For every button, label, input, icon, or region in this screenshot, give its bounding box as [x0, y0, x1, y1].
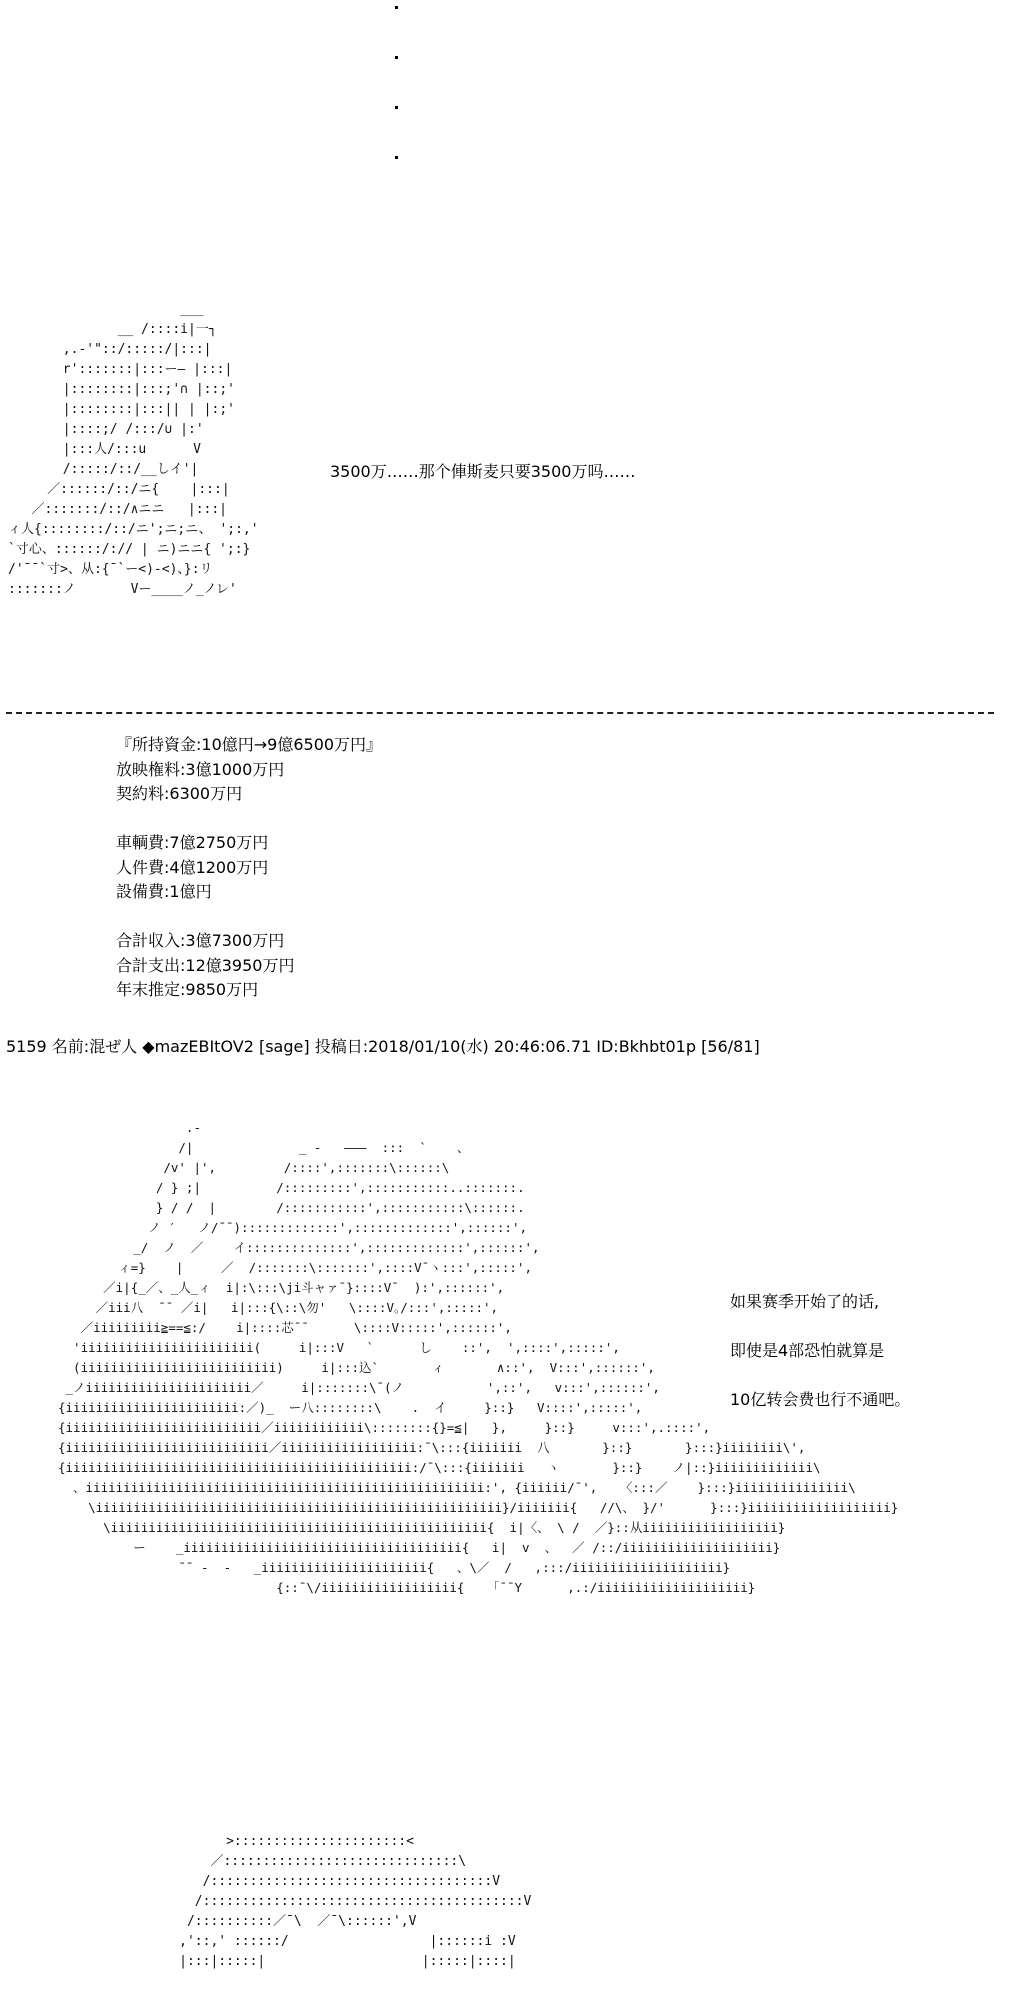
- dot: [395, 156, 398, 159]
- ellipsis-dots: [395, 6, 415, 206]
- stat-equipment-cost: 設備費:1億円: [116, 882, 212, 901]
- stat-funds: 『所持資金:10億円→9億6500万円』: [116, 735, 383, 754]
- speech-2-line-2: 即使是4部恐怕就算是: [730, 1341, 885, 1360]
- speech-2-line-3: 10亿转会费也行不通吧。: [730, 1390, 911, 1409]
- stat-year-end-estimate: 年末推定:9850万円: [116, 980, 259, 999]
- ascii-art-character-3: >::::::::::::::::::::::< ／::::::::::::::::::::::::::::::\ /::::::::::::::::::::::::::::::::::::V /:::::::::::::::::::::::::::::::::::::::::V /::::::::::／¯\ ／¯\::::::',V ,'::,' ::::::/ |::::::i :V |:::|:::::| |:::::|::::|: [179, 1834, 532, 1969]
- stat-total-income: 合計収入:3億7300万円: [116, 931, 285, 950]
- finance-stats: [116, 733, 382, 1003]
- dot: [395, 6, 398, 9]
- stat-broadcast-fee: 放映権料:3億1000万円: [116, 759, 285, 779]
- speech-block-2: [730, 1277, 910, 1424]
- stat-total-expense: 合計支出:12億3950万円: [116, 955, 295, 975]
- dashed-divider: [6, 712, 994, 714]
- stat-contract-fee: 契約料:6300万円: [116, 784, 243, 803]
- stats-spacer: [116, 905, 382, 930]
- post-header: 5159 名前:混ぜ人 ◆mazEBItOV2 [sage] 投稿日:2018/01/10(水) 20:46:06.71 ID:Bkhbt01p [56/81]: [6, 1037, 760, 1056]
- speech-line-1: 3500万……那个俥斯麦只要3500万吗……: [330, 462, 636, 481]
- dot: [395, 56, 398, 59]
- stat-personnel-cost: 人件費:4億1200万円: [116, 857, 269, 877]
- ascii-art-character-1: ___ __ /::::i|一┐ ,.-'"::/:::::/|:::| r':::::::|:::ー― |:::| |::::::::|:::;'∩ |::;' |::::::::|:::|| | |:;' |::::;/ /:::/∪ |:' |:::人/:::u V /:::::/::/__しイ'| ／::::::/::/ニ{ |:::| ／:::::::/::/∧ニニ |:::| ィ人{::::::::/::/ニ';ニ;ニ、 ';:,' `寸心、::::::/:// | ニ)ニニ{ ';:} /'¯¯`寸>、从:{¯`ー<)-<)、}:リ :::::::ノ Vー____ノ_ノレ': [8, 302, 259, 597]
- dot: [395, 106, 398, 109]
- speech-2-line-1: 如果赛季开始了的话,: [730, 1292, 880, 1311]
- ascii-art-character-2: .- /| _ - ――― ::: ` 、 /v' |', /::::',:::::::\::::::\ / } ;| /:::::::::',:::::::::::..:::::::. } / / | /:::::::::::',:::::::::::\::::::. ノ ′ ノ/¯¯):::::::::::::',:::::::::::::',::::::', _/ ノ ／ イ::::::::::::::',:::::::::::::',::::::', ィ=} | ／ /:::::::\:::::::',::::V¯ヽ:::',:::::', ／i|{_／、_人_ィ i|:\:::\ji斗ャァ¯}::::V¯ ):',::::::', ／iii八 ¯¯ ／i| i|:::{\::\勿' \::::V｡/:::',:::::', ／iiiiiiiii≧==≦:/ i|::::芯¯¯ \::::V:::::',::::::', 'iiiiiiiiiiiiiiiiiiiiiii( i|:::V ` し ::', ',::::',:::::', (iiiiiiiiiiiiiiiiiiiiiiiiii) i|:::込` ィ ∧::', V:::',::::::', _ノiiiiiiiiiiiiiiiiiiiiii／ i|:::::::\¯(ノ ',::', v:::',::::::', {iiiiiiiiiiiiiiiiiiiiiii:／)_ ー八::::::::\ . イ }::} V::::',:::::', {iiiiiiiiiiiiiiiiiiiiiiiiii／iiiiiiiiiiii\::::::::{}=≦| }, }::} v:::',.::::', {iiiiiiiiiiiiiiiiiiiiiiiiiii／iiiiiiiiiiiiiiiiii:¯\:::{iiiiiii 八 }::} }:::}iiiiiiii\', {iiiiiiiiiiiiiiiiiiiiiiiiiiiiiiiiiiiiiiiiiiiiii:/¯\:::{iiiiiii ヽ }::} ノ|::}iiiiiiiiiiiii\ 、iiiiiiiiiiiiiiiiiiiiiiiiiiiiiiiiiiiiiiiiiiiiiiiiiiiii:', {iiiiii/¯', 〈:::／ }:::}iiiiiiiiiiiiiii\ \iiiiiiiiiiiiiiiiiiiiiiiiiiiiiiiiiiiiiiiiiiiiiiiiiiiiii}/iiiiiii{ //\、 }/' }:::}iiiiiiiiiiiiiiiiiii} \iiiiiiiiiiiiiiiiiiiiiiiiiiiiiiiiiiiiiiiiiiiiiiiiii{ i|〈、 \ / ／}::从iiiiiiiiiiiiiiiiii} ー _iiiiiiiiiiiiiiiiiiiiiiiiiiiiiiiiiiiii{ i| v 、 ／ /::/iiiiiiiiiiiiiiiiiiii} ¯¯ ‐ - _iiiiiiiiiiiiiiiiiiiiii{ 、\／ / ,:::/iiiiiiiiiiiiiiiiiiii} {::¯\/iiiiiiiiiiiiiiiiii{ 「¯¯Y ,.:/iiiiiiiiiiiiiiiiiiii}: [58, 1120, 899, 1595]
- stat-vehicle-cost: 車輌費:7億2750万円: [116, 833, 269, 852]
- stats-spacer: [116, 807, 382, 832]
